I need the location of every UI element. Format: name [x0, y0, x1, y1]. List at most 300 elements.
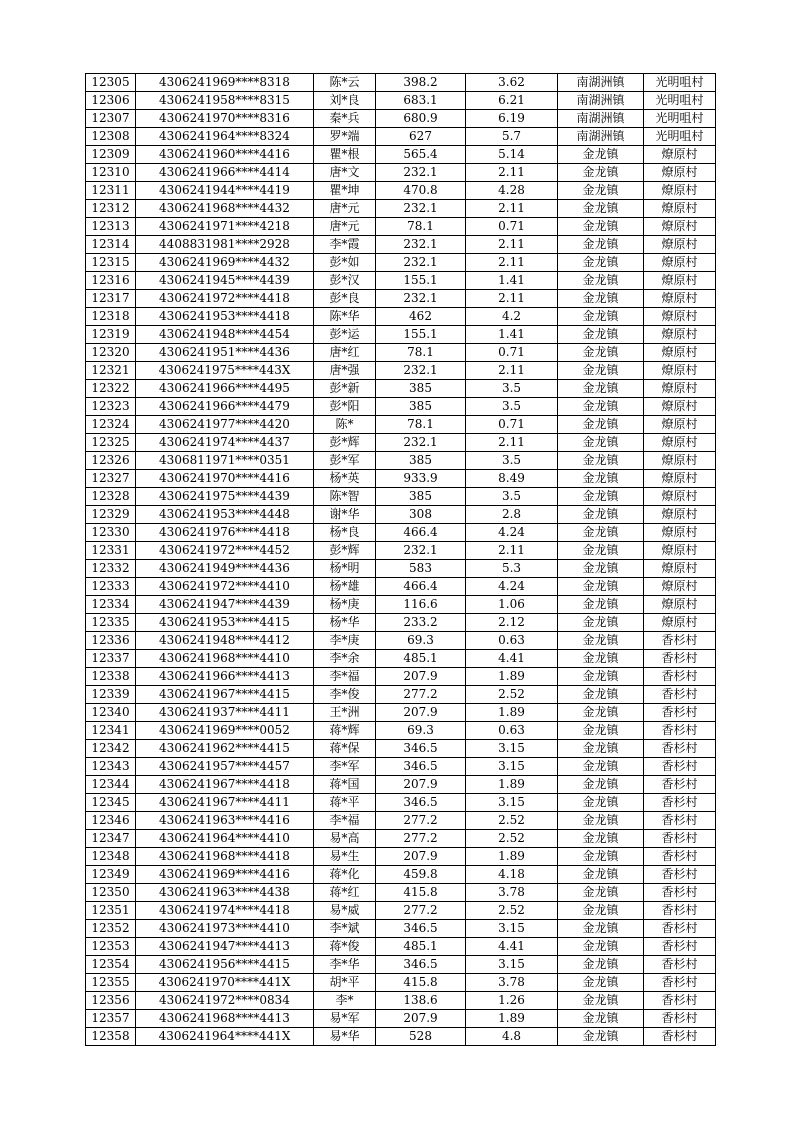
- cell-area: 5.3: [466, 560, 558, 578]
- table-row: [86, 668, 716, 686]
- table-row: [86, 614, 716, 632]
- cell-person-name-masked: 杨*良: [314, 524, 376, 542]
- cell-amount: 398.2: [376, 74, 466, 92]
- cell-id-number-masked: 4306241970****441X: [136, 974, 314, 992]
- cell-area: 1.89: [466, 848, 558, 866]
- cell-town: 金龙镇: [558, 164, 644, 182]
- cell-person-name-masked: 彭*军: [314, 452, 376, 470]
- cell-town: 金龙镇: [558, 668, 644, 686]
- cell-amount: 583: [376, 560, 466, 578]
- cell-serial-number: 12314: [86, 236, 136, 254]
- cell-amount: 462: [376, 308, 466, 326]
- cell-id-number-masked: 4306241945****4439: [136, 272, 314, 290]
- cell-serial-number: 12339: [86, 686, 136, 704]
- cell-area: 3.15: [466, 956, 558, 974]
- table-row: [86, 200, 716, 218]
- cell-village: 燎原村: [644, 344, 716, 362]
- cell-village: 香杉村: [644, 812, 716, 830]
- cell-village: 香杉村: [644, 686, 716, 704]
- cell-serial-number: 12315: [86, 254, 136, 272]
- cell-serial-number: 12349: [86, 866, 136, 884]
- cell-serial-number: 12307: [86, 110, 136, 128]
- cell-town: 金龙镇: [558, 524, 644, 542]
- cell-town: 南湖洲镇: [558, 92, 644, 110]
- cell-person-name-masked: 易*威: [314, 902, 376, 920]
- table-row: [86, 938, 716, 956]
- cell-person-name-masked: 蒋*保: [314, 740, 376, 758]
- table-body: [86, 74, 716, 1046]
- cell-person-name-masked: 谢*华: [314, 506, 376, 524]
- cell-serial-number: 12340: [86, 704, 136, 722]
- cell-village: 香杉村: [644, 794, 716, 812]
- table-row: [86, 218, 716, 236]
- cell-amount: 346.5: [376, 758, 466, 776]
- cell-amount: 277.2: [376, 830, 466, 848]
- cell-area: 3.78: [466, 884, 558, 902]
- cell-village: 燎原村: [644, 182, 716, 200]
- cell-amount: 232.1: [376, 200, 466, 218]
- cell-id-number-masked: 4306241970****8316: [136, 110, 314, 128]
- cell-person-name-masked: 彭*运: [314, 326, 376, 344]
- cell-village: 光明咀村: [644, 128, 716, 146]
- table-row: [86, 920, 716, 938]
- cell-person-name-masked: 秦*兵: [314, 110, 376, 128]
- cell-serial-number: 12316: [86, 272, 136, 290]
- cell-person-name-masked: 彭*新: [314, 380, 376, 398]
- cell-serial-number: 12313: [86, 218, 136, 236]
- cell-village: 香杉村: [644, 704, 716, 722]
- table-row: [86, 686, 716, 704]
- cell-id-number-masked: 4306241944****4419: [136, 182, 314, 200]
- cell-town: 金龙镇: [558, 650, 644, 668]
- table-row: [86, 758, 716, 776]
- cell-area: 2.11: [466, 164, 558, 182]
- cell-area: 5.7: [466, 128, 558, 146]
- cell-village: 香杉村: [644, 722, 716, 740]
- cell-town: 金龙镇: [558, 200, 644, 218]
- cell-id-number-masked: 4306241968****4410: [136, 650, 314, 668]
- cell-village: 光明咀村: [644, 74, 716, 92]
- cell-id-number-masked: 4306241972****0834: [136, 992, 314, 1010]
- cell-amount: 683.1: [376, 92, 466, 110]
- cell-village: 燎原村: [644, 614, 716, 632]
- cell-serial-number: 12338: [86, 668, 136, 686]
- cell-village: 燎原村: [644, 272, 716, 290]
- cell-serial-number: 12329: [86, 506, 136, 524]
- cell-person-name-masked: 胡*平: [314, 974, 376, 992]
- cell-id-number-masked: 4306241966****4479: [136, 398, 314, 416]
- cell-amount: 415.8: [376, 884, 466, 902]
- cell-village: 香杉村: [644, 884, 716, 902]
- cell-id-number-masked: 4306241953****4418: [136, 308, 314, 326]
- table-row: [86, 326, 716, 344]
- cell-area: 1.06: [466, 596, 558, 614]
- cell-id-number-masked: 4306241957****4457: [136, 758, 314, 776]
- cell-town: 金龙镇: [558, 290, 644, 308]
- cell-town: 金龙镇: [558, 488, 644, 506]
- cell-id-number-masked: 4306241977****4420: [136, 416, 314, 434]
- cell-town: 金龙镇: [558, 380, 644, 398]
- cell-id-number-masked: 4306241974****4418: [136, 902, 314, 920]
- cell-area: 2.8: [466, 506, 558, 524]
- cell-serial-number: 12317: [86, 290, 136, 308]
- cell-town: 金龙镇: [558, 614, 644, 632]
- cell-village: 燎原村: [644, 308, 716, 326]
- cell-town: 南湖洲镇: [558, 110, 644, 128]
- cell-id-number-masked: 4306241964****8324: [136, 128, 314, 146]
- table-row: [86, 308, 716, 326]
- table-row: [86, 1010, 716, 1028]
- cell-person-name-masked: 陈*: [314, 416, 376, 434]
- cell-town: 金龙镇: [558, 470, 644, 488]
- cell-serial-number: 12327: [86, 470, 136, 488]
- cell-serial-number: 12335: [86, 614, 136, 632]
- cell-town: 南湖洲镇: [558, 128, 644, 146]
- cell-village: 燎原村: [644, 254, 716, 272]
- cell-town: 金龙镇: [558, 254, 644, 272]
- cell-id-number-masked: 4306241956****4415: [136, 956, 314, 974]
- cell-town: 金龙镇: [558, 596, 644, 614]
- cell-village: 香杉村: [644, 938, 716, 956]
- cell-town: 南湖洲镇: [558, 74, 644, 92]
- cell-amount: 385: [376, 452, 466, 470]
- cell-serial-number: 12308: [86, 128, 136, 146]
- cell-amount: 277.2: [376, 902, 466, 920]
- cell-area: 2.11: [466, 542, 558, 560]
- cell-village: 燎原村: [644, 488, 716, 506]
- cell-serial-number: 12306: [86, 92, 136, 110]
- cell-village: 燎原村: [644, 470, 716, 488]
- cell-town: 金龙镇: [558, 722, 644, 740]
- cell-amount: 207.9: [376, 704, 466, 722]
- cell-id-number-masked: 4306241974****4437: [136, 434, 314, 452]
- cell-town: 金龙镇: [558, 218, 644, 236]
- table-row: [86, 290, 716, 308]
- table-row: [86, 344, 716, 362]
- table-row: [86, 434, 716, 452]
- cell-amount: 346.5: [376, 740, 466, 758]
- table-row: [86, 902, 716, 920]
- cell-area: 6.21: [466, 92, 558, 110]
- cell-id-number-masked: 4306241968****4432: [136, 200, 314, 218]
- cell-serial-number: 12309: [86, 146, 136, 164]
- cell-village: 香杉村: [644, 1010, 716, 1028]
- cell-amount: 155.1: [376, 326, 466, 344]
- cell-area: 0.71: [466, 218, 558, 236]
- cell-amount: 232.1: [376, 542, 466, 560]
- cell-person-name-masked: 彭*如: [314, 254, 376, 272]
- cell-town: 金龙镇: [558, 740, 644, 758]
- cell-id-number-masked: 4306241967****4411: [136, 794, 314, 812]
- cell-village: 香杉村: [644, 974, 716, 992]
- cell-serial-number: 12342: [86, 740, 136, 758]
- table-row: [86, 632, 716, 650]
- cell-area: 2.52: [466, 686, 558, 704]
- cell-town: 金龙镇: [558, 326, 644, 344]
- cell-person-name-masked: 李*华: [314, 956, 376, 974]
- cell-serial-number: 12355: [86, 974, 136, 992]
- cell-area: 2.12: [466, 614, 558, 632]
- cell-id-number-masked: 4306241949****4436: [136, 560, 314, 578]
- cell-village: 燎原村: [644, 506, 716, 524]
- cell-id-number-masked: 4306241969****4432: [136, 254, 314, 272]
- cell-serial-number: 12305: [86, 74, 136, 92]
- cell-village: 香杉村: [644, 668, 716, 686]
- cell-town: 金龙镇: [558, 344, 644, 362]
- cell-area: 1.89: [466, 704, 558, 722]
- cell-area: 3.5: [466, 452, 558, 470]
- cell-id-number-masked: 4306241972****4452: [136, 542, 314, 560]
- cell-village: 燎原村: [644, 542, 716, 560]
- cell-village: 香杉村: [644, 992, 716, 1010]
- cell-village: 香杉村: [644, 1028, 716, 1046]
- cell-amount: 69.3: [376, 632, 466, 650]
- table-row: [86, 1028, 716, 1046]
- cell-town: 金龙镇: [558, 1028, 644, 1046]
- cell-serial-number: 12343: [86, 758, 136, 776]
- cell-area: 4.24: [466, 578, 558, 596]
- cell-id-number-masked: 4306241968****4413: [136, 1010, 314, 1028]
- cell-amount: 308: [376, 506, 466, 524]
- table-row: [86, 722, 716, 740]
- table-row: [86, 164, 716, 182]
- cell-person-name-masked: 唐*红: [314, 344, 376, 362]
- cell-town: 金龙镇: [558, 1010, 644, 1028]
- cell-area: 3.5: [466, 380, 558, 398]
- cell-amount: 415.8: [376, 974, 466, 992]
- cell-serial-number: 12326: [86, 452, 136, 470]
- cell-village: 燎原村: [644, 326, 716, 344]
- cell-id-number-masked: 4306241976****4418: [136, 524, 314, 542]
- cell-serial-number: 12356: [86, 992, 136, 1010]
- cell-serial-number: 12320: [86, 344, 136, 362]
- cell-amount: 485.1: [376, 938, 466, 956]
- cell-area: 3.15: [466, 920, 558, 938]
- cell-amount: 528: [376, 1028, 466, 1046]
- cell-area: 4.2: [466, 308, 558, 326]
- cell-village: 燎原村: [644, 434, 716, 452]
- table-row: [86, 956, 716, 974]
- cell-serial-number: 12331: [86, 542, 136, 560]
- cell-amount: 232.1: [376, 290, 466, 308]
- cell-person-name-masked: 罗*端: [314, 128, 376, 146]
- cell-area: 1.41: [466, 326, 558, 344]
- cell-area: 3.5: [466, 398, 558, 416]
- cell-area: 4.41: [466, 650, 558, 668]
- cell-town: 金龙镇: [558, 452, 644, 470]
- cell-person-name-masked: 杨*明: [314, 560, 376, 578]
- cell-amount: 78.1: [376, 344, 466, 362]
- cell-id-number-masked: 4306241975****4439: [136, 488, 314, 506]
- cell-village: 燎原村: [644, 380, 716, 398]
- cell-serial-number: 12353: [86, 938, 136, 956]
- cell-town: 金龙镇: [558, 146, 644, 164]
- cell-id-number-masked: 4306241964****4410: [136, 830, 314, 848]
- cell-amount: 232.1: [376, 164, 466, 182]
- cell-area: 4.8: [466, 1028, 558, 1046]
- cell-amount: 233.2: [376, 614, 466, 632]
- cell-town: 金龙镇: [558, 866, 644, 884]
- table-row: [86, 974, 716, 992]
- cell-town: 金龙镇: [558, 812, 644, 830]
- cell-village: 香杉村: [644, 776, 716, 794]
- table-row: [86, 362, 716, 380]
- cell-village: 燎原村: [644, 524, 716, 542]
- cell-amount: 207.9: [376, 1010, 466, 1028]
- cell-serial-number: 12318: [86, 308, 136, 326]
- cell-area: 3.15: [466, 758, 558, 776]
- cell-town: 金龙镇: [558, 632, 644, 650]
- cell-serial-number: 12347: [86, 830, 136, 848]
- cell-id-number-masked: 4306241948****4412: [136, 632, 314, 650]
- cell-area: 4.41: [466, 938, 558, 956]
- cell-person-name-masked: 易*生: [314, 848, 376, 866]
- cell-area: 0.63: [466, 722, 558, 740]
- table-row: [86, 704, 716, 722]
- cell-serial-number: 12323: [86, 398, 136, 416]
- cell-amount: 207.9: [376, 776, 466, 794]
- cell-id-number-masked: 4306241960****4416: [136, 146, 314, 164]
- cell-serial-number: 12350: [86, 884, 136, 902]
- cell-id-number-masked: 4306241966****4495: [136, 380, 314, 398]
- cell-id-number-masked: 4306241969****8318: [136, 74, 314, 92]
- table-row: [86, 128, 716, 146]
- cell-id-number-masked: 4408831981****2928: [136, 236, 314, 254]
- cell-person-name-masked: 杨*英: [314, 470, 376, 488]
- cell-id-number-masked: 4306241967****4415: [136, 686, 314, 704]
- cell-serial-number: 12333: [86, 578, 136, 596]
- table-row: [86, 848, 716, 866]
- cell-town: 金龙镇: [558, 974, 644, 992]
- cell-amount: 116.6: [376, 596, 466, 614]
- cell-person-name-masked: 王*洲: [314, 704, 376, 722]
- cell-id-number-masked: 4306241962****4415: [136, 740, 314, 758]
- table-row: [86, 380, 716, 398]
- cell-area: 2.11: [466, 434, 558, 452]
- cell-village: 光明咀村: [644, 92, 716, 110]
- cell-serial-number: 12346: [86, 812, 136, 830]
- cell-id-number-masked: 4306241966****4414: [136, 164, 314, 182]
- cell-town: 金龙镇: [558, 938, 644, 956]
- cell-person-name-masked: 瞿*根: [314, 146, 376, 164]
- cell-id-number-masked: 4306241953****4448: [136, 506, 314, 524]
- cell-serial-number: 12341: [86, 722, 136, 740]
- cell-person-name-masked: 杨*华: [314, 614, 376, 632]
- table-row: [86, 866, 716, 884]
- cell-id-number-masked: 4306241975****443X: [136, 362, 314, 380]
- table-row: [86, 596, 716, 614]
- table-row: [86, 416, 716, 434]
- cell-person-name-masked: 李*福: [314, 812, 376, 830]
- cell-person-name-masked: 蒋*辉: [314, 722, 376, 740]
- cell-amount: 138.6: [376, 992, 466, 1010]
- cell-amount: 78.1: [376, 416, 466, 434]
- cell-serial-number: 12336: [86, 632, 136, 650]
- cell-serial-number: 12357: [86, 1010, 136, 1028]
- cell-person-name-masked: 李*福: [314, 668, 376, 686]
- cell-person-name-masked: 李*: [314, 992, 376, 1010]
- cell-town: 金龙镇: [558, 272, 644, 290]
- cell-village: 燎原村: [644, 236, 716, 254]
- cell-serial-number: 12348: [86, 848, 136, 866]
- cell-amount: 346.5: [376, 794, 466, 812]
- cell-town: 金龙镇: [558, 992, 644, 1010]
- cell-town: 金龙镇: [558, 236, 644, 254]
- cell-amount: 459.8: [376, 866, 466, 884]
- table-row: [86, 272, 716, 290]
- cell-amount: 69.3: [376, 722, 466, 740]
- cell-area: 2.52: [466, 902, 558, 920]
- cell-area: 4.18: [466, 866, 558, 884]
- cell-area: 1.89: [466, 776, 558, 794]
- table-row: [86, 578, 716, 596]
- cell-village: 燎原村: [644, 290, 716, 308]
- cell-village: 燎原村: [644, 200, 716, 218]
- cell-person-name-masked: 彭*阳: [314, 398, 376, 416]
- cell-id-number-masked: 4306241966****4413: [136, 668, 314, 686]
- cell-id-number-masked: 4306241937****4411: [136, 704, 314, 722]
- cell-person-name-masked: 彭*良: [314, 290, 376, 308]
- cell-area: 3.15: [466, 740, 558, 758]
- cell-area: 2.11: [466, 200, 558, 218]
- table-row: [86, 524, 716, 542]
- cell-person-name-masked: 易*高: [314, 830, 376, 848]
- cell-village: 香杉村: [644, 758, 716, 776]
- cell-id-number-masked: 4306241969****0052: [136, 722, 314, 740]
- cell-person-name-masked: 李*军: [314, 758, 376, 776]
- cell-id-number-masked: 4306241963****4438: [136, 884, 314, 902]
- table-row: [86, 542, 716, 560]
- cell-serial-number: 12328: [86, 488, 136, 506]
- cell-person-name-masked: 唐*强: [314, 362, 376, 380]
- cell-person-name-masked: 瞿*坤: [314, 182, 376, 200]
- cell-serial-number: 12345: [86, 794, 136, 812]
- cell-area: 2.11: [466, 362, 558, 380]
- cell-person-name-masked: 杨*雄: [314, 578, 376, 596]
- table-row: [86, 650, 716, 668]
- cell-amount: 385: [376, 380, 466, 398]
- cell-person-name-masked: 彭*汉: [314, 272, 376, 290]
- table-row: [86, 560, 716, 578]
- cell-town: 金龙镇: [558, 884, 644, 902]
- cell-person-name-masked: 陈*智: [314, 488, 376, 506]
- cell-id-number-masked: 4306241958****8315: [136, 92, 314, 110]
- cell-town: 金龙镇: [558, 956, 644, 974]
- cell-town: 金龙镇: [558, 704, 644, 722]
- cell-serial-number: 12321: [86, 362, 136, 380]
- table-row: [86, 884, 716, 902]
- cell-village: 燎原村: [644, 416, 716, 434]
- table-row: [86, 182, 716, 200]
- cell-id-number-masked: 4306241948****4454: [136, 326, 314, 344]
- cell-amount: 466.4: [376, 578, 466, 596]
- cell-serial-number: 12312: [86, 200, 136, 218]
- cell-village: 香杉村: [644, 902, 716, 920]
- cell-amount: 385: [376, 488, 466, 506]
- table-row: [86, 236, 716, 254]
- cell-area: 2.11: [466, 236, 558, 254]
- cell-person-name-masked: 唐*元: [314, 200, 376, 218]
- cell-area: 6.19: [466, 110, 558, 128]
- cell-person-name-masked: 蒋*平: [314, 794, 376, 812]
- cell-person-name-masked: 杨*庚: [314, 596, 376, 614]
- cell-village: 香杉村: [644, 650, 716, 668]
- cell-person-name-masked: 李*霞: [314, 236, 376, 254]
- cell-amount: 155.1: [376, 272, 466, 290]
- cell-town: 金龙镇: [558, 398, 644, 416]
- cell-town: 金龙镇: [558, 542, 644, 560]
- cell-village: 燎原村: [644, 452, 716, 470]
